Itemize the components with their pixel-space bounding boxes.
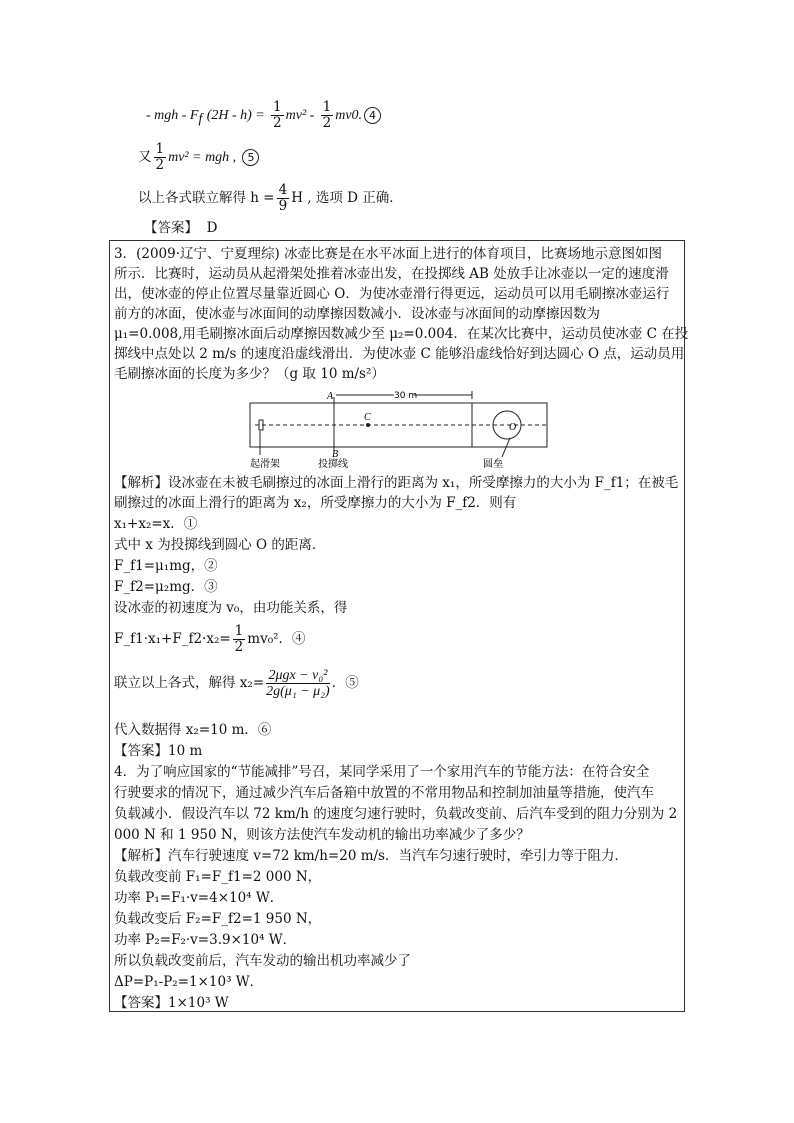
q3-solution-3: x₁+x₂=x．①	[114, 516, 198, 532]
q3-line-1: 3．(2009·辽宁、宁夏理综) 冰壶比赛是在水平冰面上进行的体育项目，比赛场地示意图如图	[114, 246, 663, 262]
q3-answer: 【答案】10 m	[114, 743, 203, 759]
q3-solution-2: 刷擦过的冰面上滑行的距离为 x₂，所受摩擦力的大小为 F_f2．则有	[114, 495, 517, 511]
q4-line-4: 000 N 和 1 950 N，则该方法使汽车发动机的输出功率减少了多少？	[114, 827, 530, 843]
label-c: C	[364, 412, 371, 423]
circled-number: 5	[242, 149, 259, 166]
circled-number: 4	[364, 107, 381, 124]
q3-solution-7: 设冰壶的初速度为 v₀，由功能关系，得	[114, 600, 348, 616]
q4-solution-4: 负载改变后 F₂=F_f2=1 950 N，	[114, 911, 322, 927]
q3-solution-6: F_f2=μ₂mg．③	[114, 579, 218, 595]
q3-line-3: 出，使冰壶的停止位置尽量靠近圆心 O．为使冰壶滑行得更远，运动员可以用毛刷擦冰壶运行	[114, 286, 670, 302]
q4-line-3: 负载减小．假设汽车以 72 km/h 的速度匀速行驶时，负载改变前、后汽车受到的阻力分别为 2	[114, 806, 678, 822]
q3-line-5: μ₁=0.008,用毛刷擦冰面后动摩擦因数减少至 μ₂=0.004．在某次比赛中，运动员使冰壶 C 在投	[114, 326, 689, 342]
label-throw-line: 投掷线	[318, 459, 348, 470]
q3-line-6: 掷线中点处以 2 m/s 的速度沿虚线滑出．为使冰壶 C 能够沿虚线恰好到达圆心 O 点，运动员用	[114, 346, 685, 362]
q4-line-1: 4．为了响应国家的“节能减排”号召，某同学采用了一个家用汽车的节能方法：在符合安全	[114, 764, 650, 780]
q4-solution-1: 【解析】汽车行驶速度 v=72 km/h=20 m/s．当汽车匀速行驶时，牵引力等于阻力．	[114, 848, 628, 864]
q4-solution-7: ΔP=P₁-P₂=1×10³ W．	[114, 974, 264, 990]
question-box	[109, 240, 689, 1012]
q4-solution-5: 功率 P₂=F₂·v=3.9×10⁴ W．	[114, 932, 297, 948]
label-start: 起滑架	[250, 459, 280, 470]
q3-line-4: 前方的冰面，使冰壶与冰面间的动摩擦因数减小．设冰壶与冰面间的动摩擦因数为	[114, 306, 600, 322]
solve-line: 以上各式联立解得 h = $\frac{4}{9}$ H , 选项 D 正确．	[138, 182, 403, 214]
q4-solution-6: 所以负载改变前后，汽车发动的输出机功率减少了	[114, 953, 411, 969]
q3-solution-8: F_f1·x₁+F_f2·x₂= $\frac{1}{2}$ mv₀²．④	[114, 623, 306, 655]
q3-solution-9: 联立以上各式，解得 x₂= $\frac{\text{2μgx − v₀²}}{\text{2g(μ₁ − μ₂)}}$ ．⑤	[114, 668, 359, 699]
q4-solution-3: 功率 P₁=F₁·v=4×10⁴ W．	[114, 890, 284, 906]
answer-top: 【答案】 D	[144, 220, 218, 236]
equation-4: - mgh - $F_f$ (2H - h) = $\frac{1}{2}$ mv² - $\frac{1}{2}$ mv0. 4	[146, 100, 381, 131]
q3-solution-5: F_f1=μ₁mg，②	[114, 558, 218, 574]
q3-line-2: 所示．比赛时，运动员从起滑架处推着冰壶出发，在投掷线 AB 处放手让冰壶以一定的速度滑	[114, 266, 669, 282]
q3-line-7: 毛刷擦冰面的长度为多少？（g 取 10 m/s²）	[114, 366, 385, 382]
q4-solution-2: 负载改变前 F₁=F_f1=2 000 N，	[114, 869, 322, 885]
q3-solution-1: 【解析】设冰壶在未被毛刷擦过的冰面上滑行的距离为 x₁，所受摩擦力的大小为 F_f1；在被毛	[114, 475, 679, 491]
q4-answer: 【答案】1×10³ W	[114, 995, 229, 1011]
q4-line-2: 行驶要求的情况下，通过减少汽车后备箱中放置的不常用物品和控制加油量等措施，使汽车	[114, 785, 654, 801]
label-a: A	[327, 391, 334, 402]
q3-solution-10: 代入数据得 x₂=10 m．⑥	[114, 722, 272, 738]
label-b: B	[332, 449, 339, 460]
label-o: O	[509, 422, 517, 433]
equation-5: 又 $\frac{1}{2}$ mv² = mgh , 5	[138, 142, 259, 173]
label-house: 圆垒	[483, 459, 503, 470]
q3-solution-4: 式中 x 为投掷线到圆心 O 的距离．	[114, 537, 326, 553]
curling-diagram	[110, 389, 684, 479]
label-distance: 30 m	[394, 391, 418, 401]
